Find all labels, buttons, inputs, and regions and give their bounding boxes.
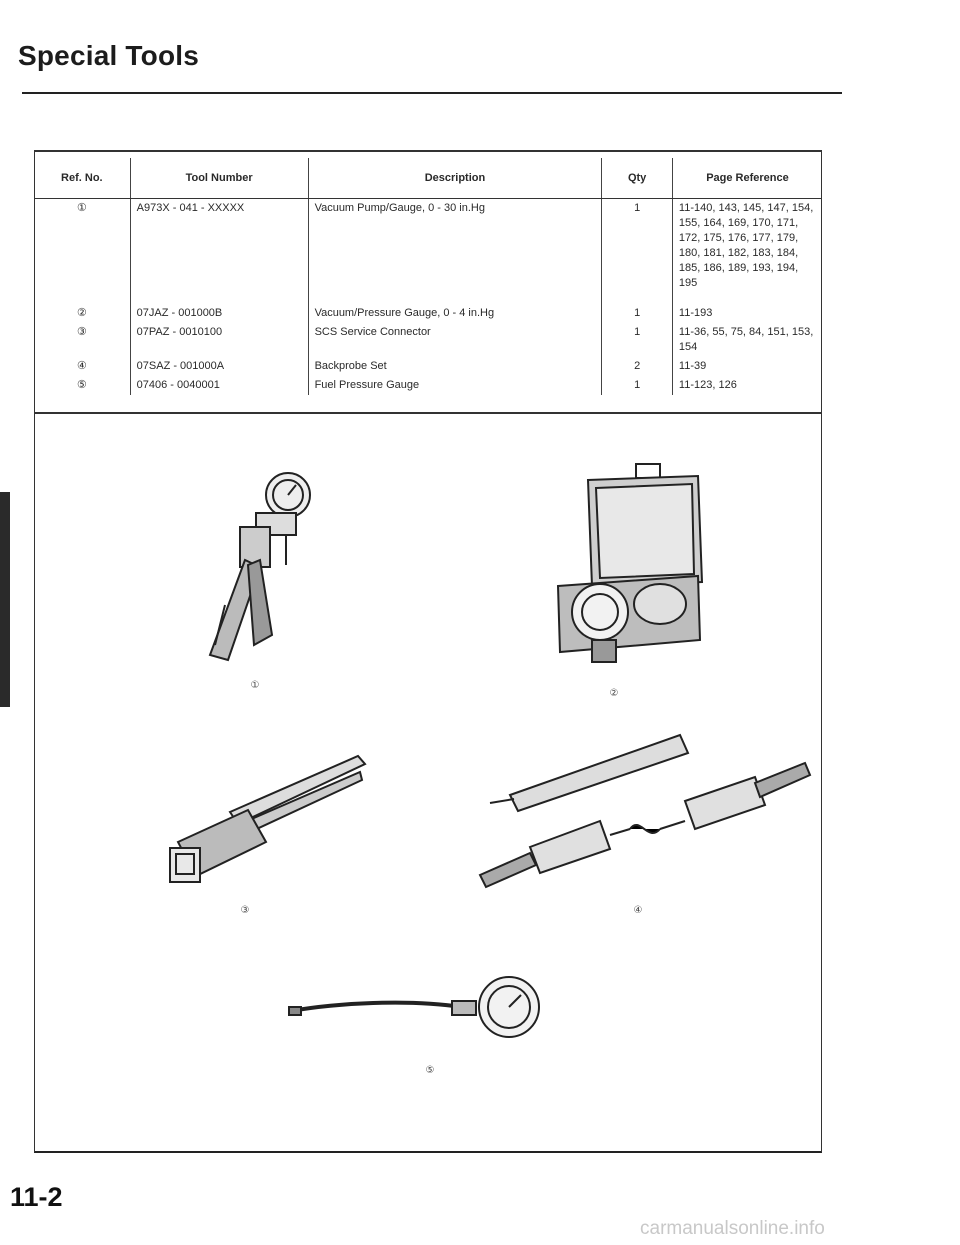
illustration-label: ④ [633, 905, 643, 916]
watermark: carmanualsonline.info [640, 1218, 825, 1239]
row-ref: ④ [76, 359, 87, 372]
table-row [34, 357, 822, 376]
row-qty: 1 [602, 376, 673, 395]
row-description: Fuel Pressure Gauge [308, 376, 602, 395]
col-description: Description [308, 158, 602, 199]
page-title: Special Tools [18, 40, 200, 71]
illustration-label: ③ [240, 905, 250, 916]
row-description: Vacuum Pump/Gauge, 0 - 30 in.Hg [308, 199, 602, 304]
row-page-reference: 11-140, 143, 145, 147, 154, 155, 164, 169, 170, 171, 172, 175, 176, 177, 179, 180, 181, 182, 183, 184, 185, 186, 189, 193, 194, 195 [672, 199, 822, 304]
row-tool-number: 07406 - 0040001 [130, 376, 308, 395]
frame-top-rule [34, 150, 822, 152]
row-page-reference: 11-36, 55, 75, 84, 151, 153, 154 [672, 323, 822, 357]
row-qty: 1 [602, 304, 673, 323]
table-row [34, 199, 822, 304]
row-qty: 1 [602, 323, 673, 357]
vacuum-pressure-gauge-case-icon [548, 462, 710, 670]
vacuum-pump-gauge-icon [190, 455, 320, 670]
table-row [34, 304, 822, 323]
col-tool-number: Tool Number [130, 158, 308, 199]
table-row [34, 323, 822, 357]
row-qty: 2 [602, 357, 673, 376]
row-page-reference: 11-193 [672, 304, 822, 323]
row-ref: ② [76, 306, 87, 319]
special-tools-table [34, 158, 822, 395]
page-number: 11-2 [10, 1182, 63, 1212]
col-ref-no: Ref. No. [34, 158, 130, 199]
section-tab [0, 492, 10, 707]
row-description: SCS Service Connector [308, 323, 602, 357]
row-description: Backprobe Set [308, 357, 602, 376]
illustration-label: ① [250, 680, 260, 691]
col-qty: Qty [602, 158, 673, 199]
col-page-reference: Page Reference [672, 158, 822, 199]
row-tool-number: 07JAZ - 001000B [130, 304, 308, 323]
fuel-pressure-gauge-icon [287, 973, 547, 1045]
row-tool-number: A973X - 041 - XXXXX [130, 199, 308, 304]
illustration-label: ② [609, 688, 619, 699]
row-ref: ③ [76, 325, 87, 338]
title-rule [22, 92, 842, 94]
illustration-label: ⑤ [425, 1065, 435, 1076]
backprobe-set-icon [470, 725, 815, 890]
row-page-reference: 11-123, 126 [672, 376, 822, 395]
row-page-reference: 11-39 [672, 357, 822, 376]
row-qty: 1 [602, 199, 673, 304]
row-tool-number: 07SAZ - 001000A [130, 357, 308, 376]
row-description: Vacuum/Pressure Gauge, 0 - 4 in.Hg [308, 304, 602, 323]
scs-service-connector-icon [160, 752, 370, 892]
row-ref: ① [76, 202, 87, 214]
table-header-row [34, 158, 822, 199]
table-bottom-rule [34, 412, 822, 414]
table-row [34, 376, 822, 395]
row-ref: ⑤ [76, 378, 87, 391]
row-tool-number: 07PAZ - 0010100 [130, 323, 308, 357]
